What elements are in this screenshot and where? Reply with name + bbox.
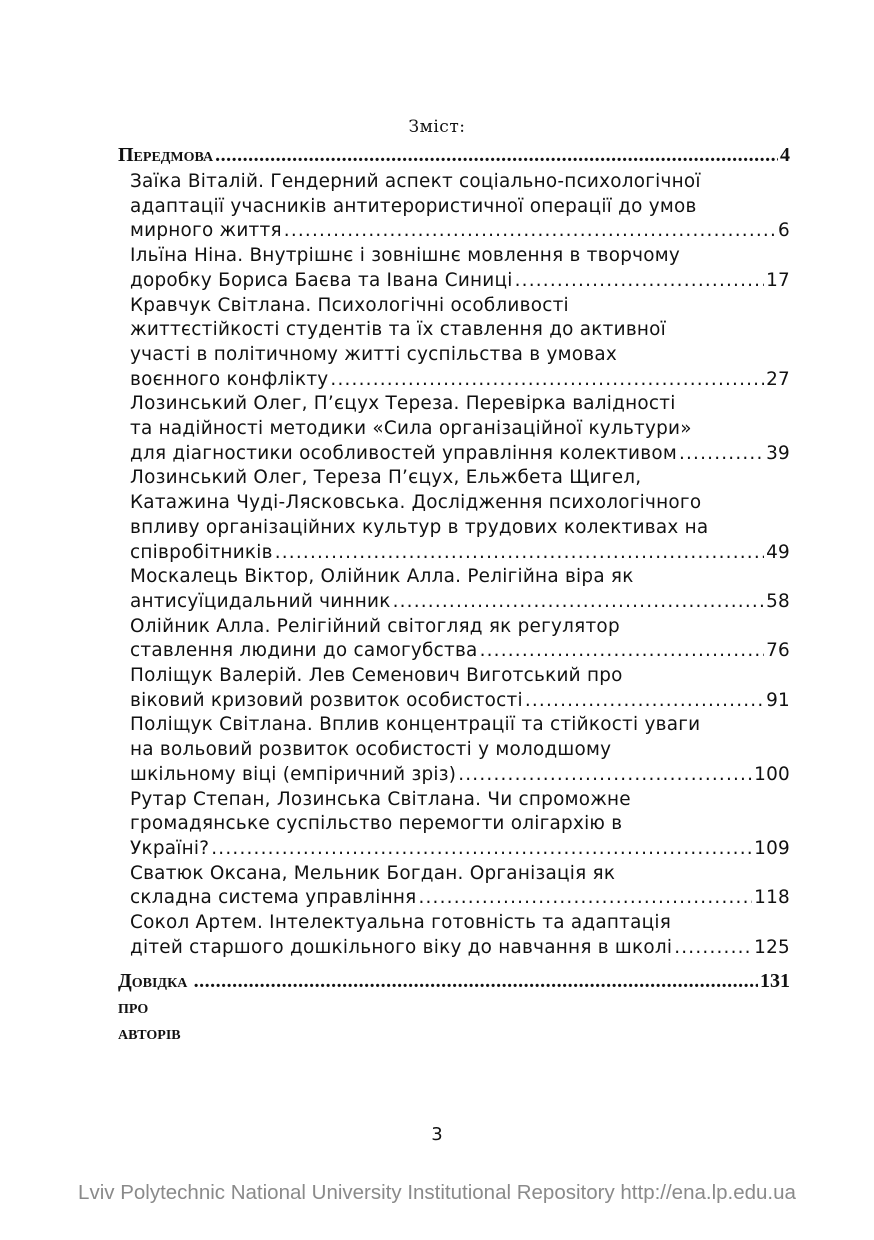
toc-preface-page: 4 [780, 144, 790, 166]
toc-entry-line: антисуїцидальний чинник [130, 590, 391, 612]
toc-entry-line: Катажина Чуді-Лясковська. Дослідження психологічного [130, 492, 702, 514]
toc-entry-last-line [130, 886, 790, 911]
toc-entry-page: 109 [754, 837, 790, 859]
toc-entry[interactable] [130, 911, 790, 960]
dot-leader [211, 837, 752, 862]
toc-entry-line: Лозинський Олег, Тереза П’єцух, Ельжбета Щигел, [130, 467, 642, 489]
toc-entry-line: Сокол Артем. Інтелектуальна готовність та адаптація [130, 912, 672, 934]
toc-entry-line: для діагностики особливостей управління колективом [130, 442, 677, 464]
toc-entry-line: Олійник Алла. Релігійний світогляд як регулятор [130, 615, 620, 637]
table-of-contents [118, 142, 790, 1046]
toc-entry-last-line [130, 763, 790, 788]
toc-entry-last-line [130, 837, 790, 862]
dot-leader [674, 936, 752, 961]
toc-entry-line: Лозинський Олег, П’єцух Тереза. Перевірка валідності [130, 393, 676, 415]
toc-entry-page: 49 [766, 541, 790, 563]
toc-entry[interactable] [130, 862, 790, 911]
toc-entry-last-line [130, 936, 790, 961]
toc-entries [118, 170, 790, 961]
toc-entry-last-line [130, 590, 790, 615]
toc-entry-line: співробітників [130, 541, 273, 563]
toc-entry-page: 76 [766, 640, 790, 662]
toc-entry-last-line [130, 689, 790, 714]
toc-entry-line: Україні? [130, 837, 210, 859]
toc-preface-row[interactable] [118, 142, 790, 168]
toc-entry[interactable] [130, 466, 790, 565]
toc-preface-title: Передмова [118, 144, 214, 166]
dot-leader [679, 442, 764, 467]
dot-leader [515, 269, 764, 294]
toc-entry-line: складна система управління [130, 887, 417, 909]
toc-entry-line: доробку Бориса Баєва та Івана Синиці [130, 269, 513, 291]
toc-entry[interactable] [130, 392, 790, 466]
toc-entry-line: Поліщук Валерій. Лев Семенович Виготський про [130, 665, 623, 687]
toc-entry-line: шкільному віці (емпіричний зріз) [130, 763, 457, 785]
toc-entry-line: впливу організаційних культур в трудових колективах на [130, 516, 709, 538]
toc-entry-page: 58 [766, 590, 790, 612]
toc-entry[interactable] [130, 664, 790, 713]
toc-entry-page: 6 [778, 220, 790, 242]
toc-entry-line: віковий кризовий розвиток особистості [130, 689, 523, 711]
toc-entry[interactable] [130, 294, 790, 393]
toc-authors-page: 131 [760, 969, 790, 992]
toc-entry-line: участі в політичному житті суспільства в умовах [130, 343, 617, 365]
toc-entry-page: 17 [766, 269, 790, 291]
toc-entry-line: адаптації учасників антитерористичної операції до умов [130, 195, 697, 217]
toc-entry-last-line [130, 442, 790, 467]
toc-entry-last-line [130, 368, 790, 393]
toc-entry[interactable] [130, 565, 790, 614]
toc-entry[interactable] [130, 615, 790, 664]
toc-entry[interactable] [130, 244, 790, 293]
dot-leader [275, 541, 764, 566]
toc-authors-row[interactable] [118, 968, 790, 1046]
toc-entry-last-line [130, 541, 790, 566]
toc-entry-last-line [130, 219, 790, 244]
dot-leader [215, 142, 778, 168]
toc-entry-page: 27 [766, 368, 790, 390]
repository-footer: Lviv Polytechnic National University Institutional Repository http://ena.lp.edu.ua [78, 1181, 796, 1204]
dot-leader [458, 763, 752, 788]
dot-leader [330, 368, 764, 393]
toc-entry-line: Сватюк Оксана, Мельник Богдан. Організація як [130, 862, 616, 884]
toc-entry-line: громадянське суспільство перемогти олігархію в [130, 813, 623, 835]
toc-entry-page: 100 [754, 763, 790, 785]
toc-entry-line: мирного життя [130, 220, 282, 242]
dot-leader [284, 219, 776, 244]
toc-entry-page: 118 [754, 887, 790, 909]
dot-leader [194, 968, 758, 994]
toc-authors-title: Довідка про авторів [118, 969, 188, 1044]
toc-entry[interactable] [130, 713, 790, 787]
toc-entry-last-line [130, 269, 790, 294]
toc-entry-line: воєнного конфлікту [130, 368, 329, 390]
toc-entry-line: Кравчук Світлана. Психологічні особливості [130, 294, 569, 316]
toc-entry-line: Заїка Віталій. Гендерний аспект соціально-психологічної [130, 171, 701, 192]
toc-entry[interactable] [130, 170, 790, 244]
toc-entry-line: ставлення людини до самогубства [130, 640, 478, 662]
dot-leader [525, 689, 764, 714]
toc-entry-line: Поліщук Світлана. Вплив концентрації та стійкості уваги [130, 714, 701, 736]
toc-entry-last-line [130, 639, 790, 664]
toc-entry-line: Ільїна Ніна. Внутрішнє і зовнішнє мовлення в творчому [130, 245, 681, 267]
toc-entry-line: Москалець Віктор, Олійник Алла. Релігійна віра як [130, 566, 634, 588]
toc-entry-line: та надійності методики «Сила організаційної культури» [130, 418, 692, 440]
dot-leader [480, 639, 765, 664]
toc-entry-line: Рутар Степан, Лозинська Світлана. Чи спроможне [130, 788, 631, 810]
toc-entry-line: на вольовий розвиток особистості у молодшому [130, 739, 612, 761]
toc-heading: Зміст: [408, 117, 466, 137]
toc-entry-page: 125 [754, 936, 790, 958]
toc-entry-page: 39 [766, 442, 790, 464]
toc-entry[interactable] [130, 788, 790, 862]
dot-leader [393, 590, 765, 615]
toc-entry-line: дітей старшого дошкільного віку до навчання в школі [130, 936, 673, 958]
page-number: 3 [431, 1124, 443, 1145]
toc-entry-line: життєстійкості студентів та їх ставлення до активної [130, 319, 667, 341]
toc-entry-page: 91 [766, 689, 790, 711]
dot-leader [418, 886, 752, 911]
